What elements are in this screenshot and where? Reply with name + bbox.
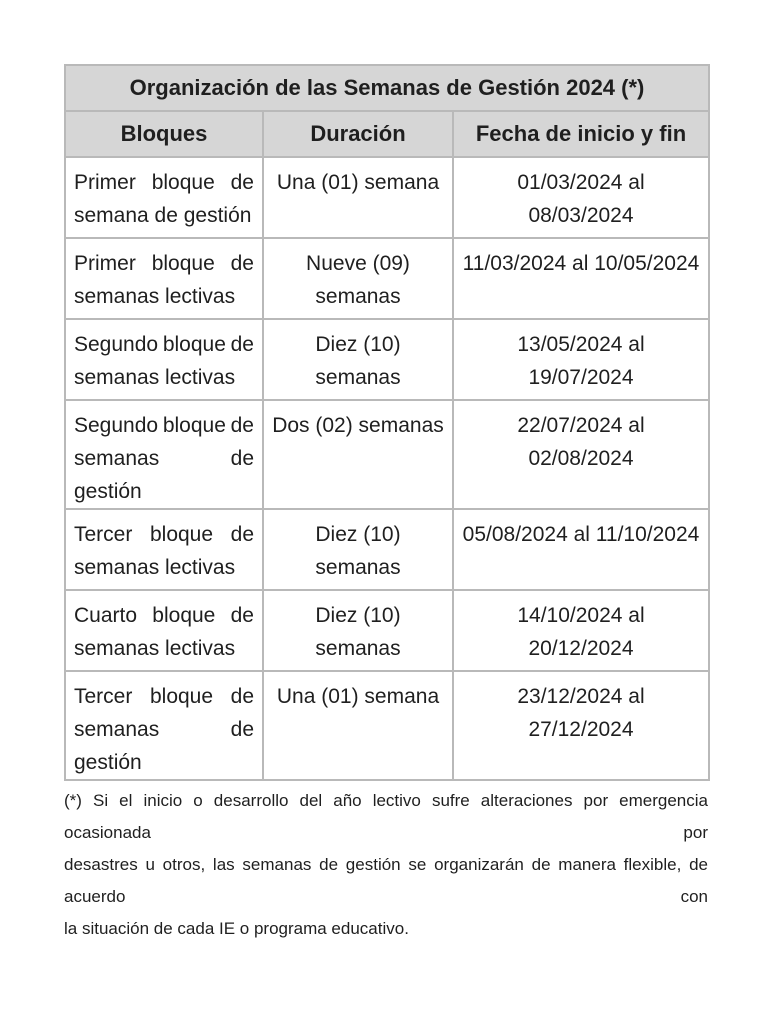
footnote-line: la situación de cada IE o programa educativo. — [64, 919, 409, 938]
block-word: de — [230, 523, 254, 546]
dates-cell: 11/03/2024 al 10/05/2024 — [453, 238, 709, 319]
block-line-2: semanas lectivas — [74, 285, 236, 308]
dates-cell: 14/10/2024 al 20/12/2024 — [453, 590, 709, 671]
table-body — [65, 157, 709, 780]
dates-cell: 01/03/2024 al 08/03/2024 — [453, 157, 709, 238]
block-word: de — [230, 604, 254, 627]
block-word: de — [230, 685, 254, 708]
table-row — [65, 157, 709, 238]
dates-cell: 05/08/2024 al 11/10/2024 — [453, 509, 709, 590]
block-cell — [65, 238, 263, 319]
block-line-1 — [74, 166, 254, 199]
block-line-2: semana de gestión — [74, 204, 252, 227]
block-word: de — [230, 252, 254, 275]
block-cell — [65, 590, 263, 671]
table-row — [65, 509, 709, 590]
block-word: Tercer — [74, 523, 133, 546]
block-word: Segundo — [74, 414, 159, 437]
block-word: bloque — [151, 252, 215, 275]
table-row — [65, 319, 709, 400]
block-cell — [65, 157, 263, 238]
block-line-1 — [74, 247, 254, 280]
dates-cell: 22/07/2024 al 02/08/2024 — [453, 400, 709, 509]
duration-text: Nueve (09) semanas — [306, 252, 410, 308]
dates-cell: 23/12/2024 al 27/12/2024 — [453, 671, 709, 780]
block-line-2: semanas lectivas — [74, 366, 236, 389]
block-line-1 — [74, 599, 254, 632]
duration-cell: Diez (10) semanas — [263, 509, 453, 590]
block-word: de — [230, 414, 254, 437]
table-title: Organización de las Semanas de Gestión 2024 (*) — [65, 65, 709, 111]
duration-cell: Dos (02) semanas — [263, 400, 453, 509]
duration-cell: Diez (10) semanas — [263, 319, 453, 400]
document — [64, 64, 708, 945]
block-cell — [65, 319, 263, 400]
block-word: bloque — [149, 685, 214, 708]
table-title-row — [65, 65, 709, 111]
block-word: de — [230, 171, 254, 194]
header-bloques: Bloques — [65, 111, 263, 157]
dates-cell: 13/05/2024 al 19/07/2024 — [453, 319, 709, 400]
table-row — [65, 400, 709, 509]
footnote — [64, 785, 708, 945]
block-word: bloque — [162, 414, 226, 437]
duration-cell: Una (01) semana — [263, 157, 453, 238]
block-line-2: semanas lectivas — [74, 637, 236, 660]
header-fecha: Fecha de inicio y fin — [453, 111, 709, 157]
duration-cell — [263, 238, 453, 319]
block-line-1 — [74, 680, 254, 713]
block-word: bloque — [152, 604, 216, 627]
schedule-table — [64, 64, 710, 781]
block-line-1 — [74, 518, 254, 551]
table-row — [65, 590, 709, 671]
table-row — [65, 671, 709, 780]
table-row — [65, 238, 709, 319]
footnote-line: (*) Si el inicio o desarrollo del año lectivo sufre alteraciones por emergencia ocasionada por — [64, 791, 708, 842]
block-word: Cuarto — [74, 604, 138, 627]
block-cell — [65, 509, 263, 590]
table-header-row — [65, 111, 709, 157]
header-duracion: Duración — [263, 111, 453, 157]
block-word: Tercer — [74, 685, 133, 708]
block-word: Primer — [74, 252, 136, 275]
block-word: Segundo — [74, 333, 159, 356]
block-cell — [65, 400, 263, 509]
block-line-2: semanas lectivas — [74, 556, 236, 579]
block-word: bloque — [149, 523, 214, 546]
block-cell — [65, 671, 263, 780]
block-word: Primer — [74, 171, 136, 194]
block-line-2: semanas de gestión — [74, 447, 254, 503]
block-line-2: semanas de gestión — [74, 718, 254, 774]
block-line-1 — [74, 328, 254, 361]
footnote-line: desastres u otros, las semanas de gestión se organizarán de manera flexible, de acuerdo con — [64, 855, 708, 906]
block-word: bloque — [151, 171, 215, 194]
block-word: de — [230, 333, 254, 356]
duration-cell: Una (01) semana — [263, 671, 453, 780]
block-word: bloque — [162, 333, 226, 356]
block-line-1 — [74, 409, 254, 442]
duration-cell: Diez (10) semanas — [263, 590, 453, 671]
